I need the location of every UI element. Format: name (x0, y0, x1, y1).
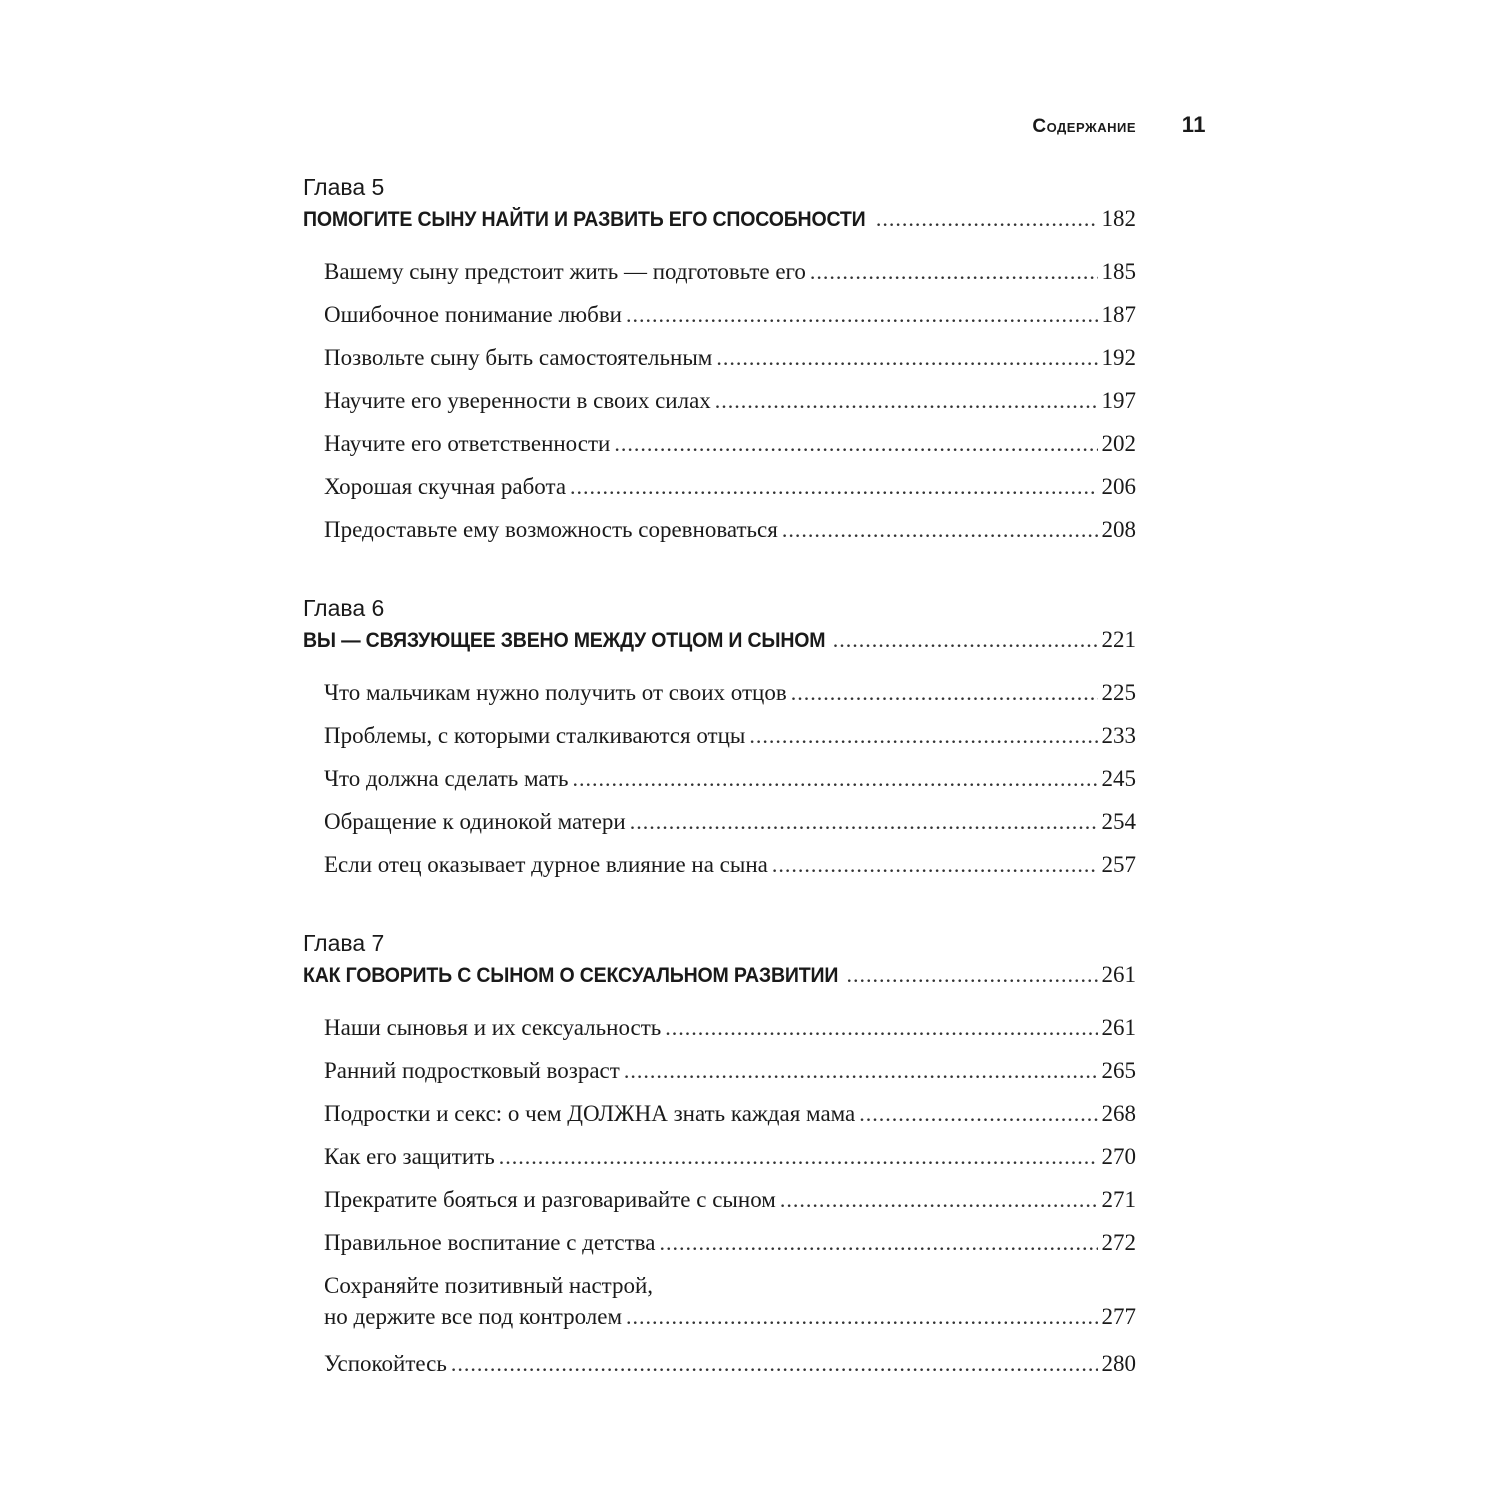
running-head (1000, 112, 1206, 142)
entry-page: 261 (1101, 1015, 1136, 1040)
dot-leader (626, 293, 1098, 336)
entry-page: 272 (1101, 1230, 1136, 1255)
entry-title: Подростки и секс: о чем ДОЛЖНА знать каждая мама (324, 1101, 856, 1126)
dot-leader (833, 623, 1098, 657)
toc-entry[interactable] (303, 465, 1136, 508)
entry-page: 265 (1101, 1058, 1136, 1083)
entry-title: Прекратите бояться и разговаривайте с сыном (324, 1187, 776, 1212)
dot-leader (846, 958, 1097, 992)
entry-page: 192 (1101, 345, 1136, 370)
entry-page: 208 (1101, 517, 1136, 542)
entry-title: Что мальчикам нужно получить от своих отцов (324, 680, 787, 705)
toc-entry[interactable] (303, 757, 1136, 800)
entry-title: Научите его уверенности в своих силах (324, 388, 711, 413)
dot-leader (630, 800, 1098, 843)
dot-leader (573, 757, 1098, 800)
entry-title: Проблемы, с которыми сталкиваются отцы (324, 723, 746, 748)
entry-title: Ранний подростковый возраст (324, 1058, 620, 1083)
entry-page: 277 (1101, 1304, 1136, 1329)
chapter-label: Глава 6 (303, 595, 385, 621)
dot-leader (859, 1092, 1097, 1135)
entry-title: Успокойтесь (324, 1351, 447, 1376)
entry-title-continuation-row (324, 1301, 1136, 1332)
entry-page: 254 (1101, 809, 1136, 834)
dot-leader (876, 202, 1098, 236)
chapter-label: Глава 7 (303, 930, 385, 956)
chapter-5 (303, 172, 1136, 551)
entry-title: Вашему сыну предстоит жить — подготовьте его (324, 259, 806, 284)
dot-leader (665, 1006, 1097, 1049)
toc-entry[interactable] (303, 422, 1136, 465)
entry-title: Хорошая скучная работа (324, 474, 567, 499)
entry-page: 225 (1101, 680, 1136, 705)
dot-leader (782, 508, 1098, 551)
chapter-title-row[interactable] (303, 623, 1136, 657)
entry-page: 245 (1101, 766, 1136, 791)
chapter-7 (303, 928, 1136, 1385)
chapter-title: ВЫ — СВЯЗУЮЩЕЕ ЗВЕНО МЕЖДУ ОТЦОМ И СЫНОМ (303, 629, 826, 652)
entry-title: Если отец оказывает дурное влияние на сына (324, 852, 768, 877)
entry-page: 280 (1101, 1351, 1136, 1376)
toc-entry[interactable] (303, 843, 1136, 886)
dot-leader (772, 843, 1098, 886)
chapter-title: ПОМОГИТЕ СЫНУ НАЙТИ И РАЗВИТЬ ЕГО СПОСОБНОСТИ (303, 208, 866, 231)
entry-page: 206 (1101, 474, 1136, 499)
toc-entry[interactable] (303, 1135, 1136, 1178)
toc-entry[interactable] (303, 1221, 1136, 1264)
toc-entry[interactable] (303, 1049, 1136, 1092)
dot-leader (780, 1178, 1098, 1221)
entry-page: 270 (1101, 1144, 1136, 1169)
dot-leader (715, 379, 1098, 422)
entry-title: Как его защитить (324, 1144, 495, 1169)
entry-title: Позвольте сыну быть самостоятельным (324, 345, 713, 370)
chapter-page: 261 (1101, 962, 1136, 987)
dot-leader (499, 1135, 1098, 1178)
dot-leader (570, 465, 1097, 508)
page-number: 11 (1181, 112, 1206, 137)
entry-title: Сохраняйте позитивный настрой, (324, 1273, 654, 1298)
entry-page: 257 (1101, 852, 1136, 877)
dot-leader (451, 1342, 1098, 1385)
entry-page: 187 (1101, 302, 1136, 327)
dot-leader (791, 671, 1098, 714)
dot-leader (810, 250, 1098, 293)
dot-leader (749, 714, 1097, 757)
entry-page: 185 (1101, 259, 1136, 284)
entry-title: Что должна сделать мать (324, 766, 569, 791)
dot-leader (624, 1049, 1098, 1092)
toc-entry[interactable] (303, 336, 1136, 379)
toc-entry[interactable] (303, 1006, 1136, 1049)
entry-title: Обращение к одинокой матери (324, 809, 626, 834)
entry-page: 268 (1101, 1101, 1136, 1126)
dot-leader (614, 422, 1097, 465)
toc-entry[interactable] (303, 508, 1136, 551)
dot-leader (626, 1301, 1097, 1332)
toc-entry[interactable] (303, 1092, 1136, 1135)
chapter-title: КАК ГОВОРИТЬ С СЫНОМ О СЕКСУАЛЬНОМ РАЗВИТИИ (303, 964, 839, 987)
chapter-page: 182 (1101, 206, 1136, 231)
toc-entry[interactable] (303, 1264, 1136, 1342)
toc-entry[interactable] (303, 293, 1136, 336)
entry-title: Предоставьте ему возможность соревноваться (324, 517, 778, 542)
entry-page: 197 (1101, 388, 1136, 413)
running-head-title: Содержание (1032, 116, 1136, 137)
toc-entry[interactable] (303, 714, 1136, 757)
entry-title: Научите его ответственности (324, 431, 611, 456)
toc-entry[interactable] (303, 800, 1136, 843)
chapter-label: Глава 5 (303, 174, 385, 200)
dot-leader (659, 1221, 1097, 1264)
toc-entry[interactable] (303, 1178, 1136, 1221)
dot-leader (716, 336, 1097, 379)
entry-title-continuation: но держите все под контролем (324, 1304, 623, 1329)
toc-entry[interactable] (303, 1342, 1136, 1385)
entry-page: 271 (1101, 1187, 1136, 1212)
entry-page: 233 (1101, 723, 1136, 748)
chapter-title-row[interactable] (303, 202, 1136, 236)
entry-page: 202 (1101, 431, 1136, 456)
chapter-title-row[interactable] (303, 958, 1136, 992)
toc-entry[interactable] (303, 250, 1136, 293)
toc-entry[interactable] (303, 671, 1136, 714)
chapter-page: 221 (1101, 627, 1136, 652)
table-of-contents (303, 172, 1136, 1427)
entry-title: Ошибочное понимание любви (324, 302, 622, 327)
entry-title: Правильное воспитание с детства (324, 1230, 656, 1255)
toc-entry[interactable] (303, 379, 1136, 422)
entry-title: Наши сыновья и их сексуальность (324, 1015, 662, 1040)
chapter-6 (303, 593, 1136, 886)
